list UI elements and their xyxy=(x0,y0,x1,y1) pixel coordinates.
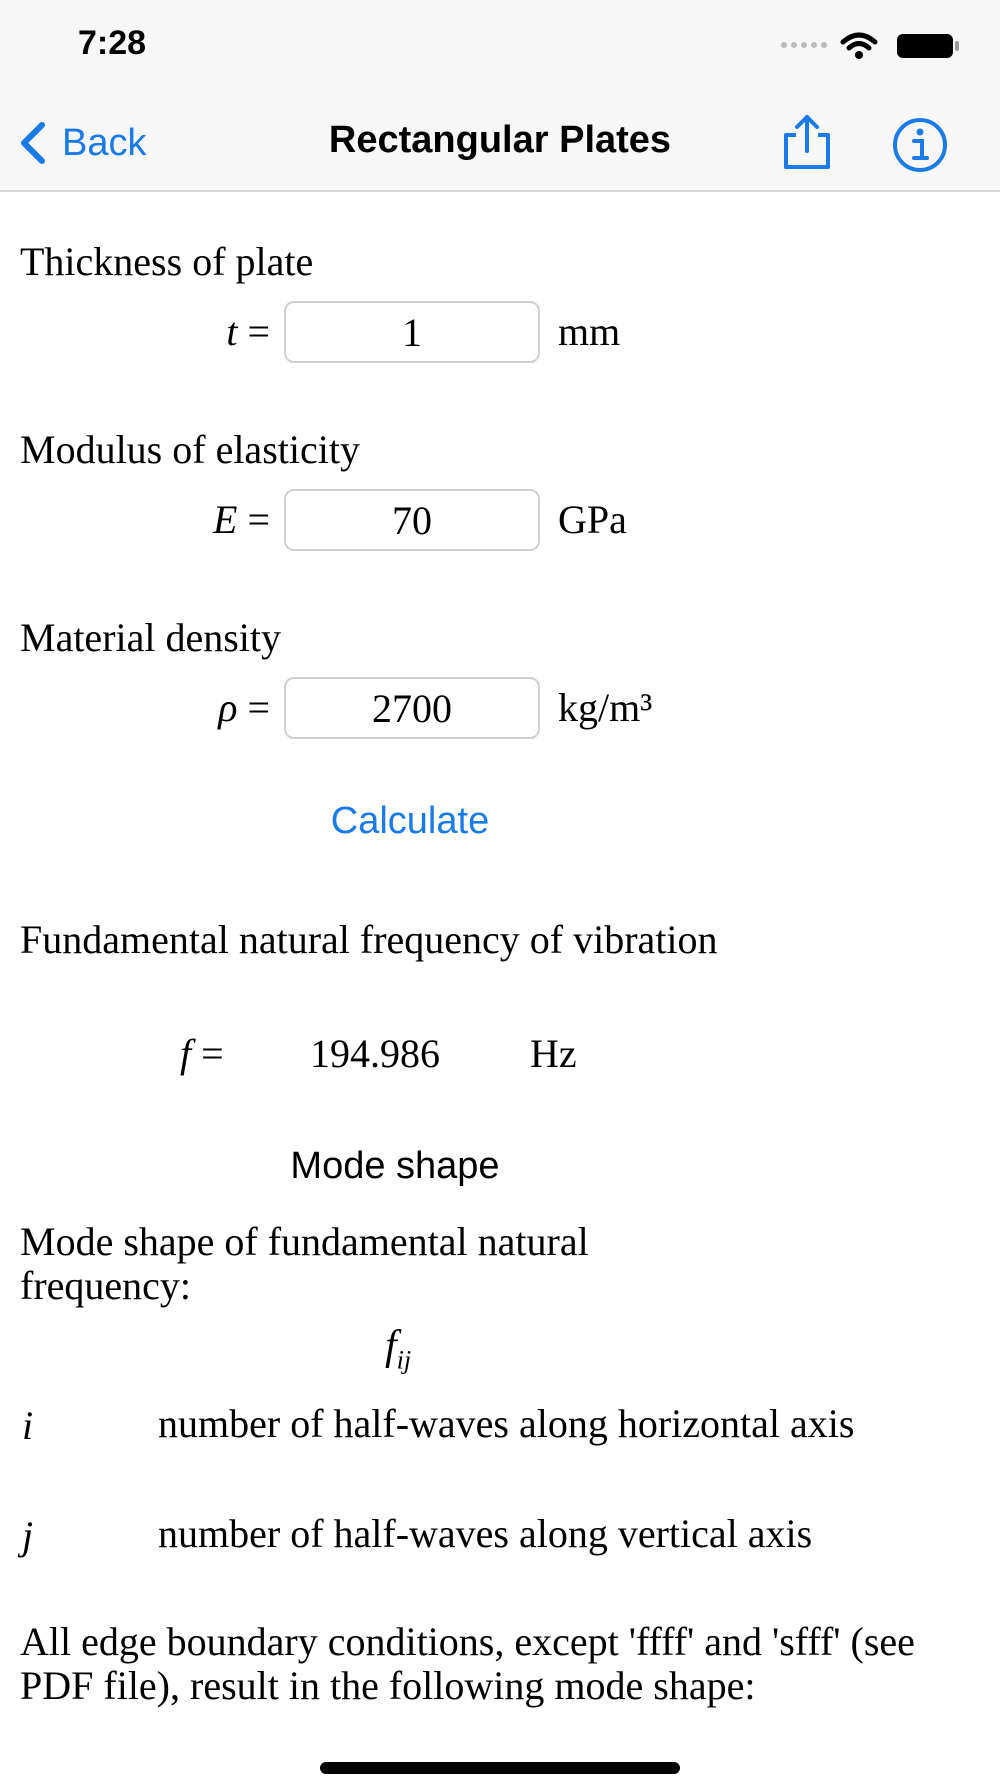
definition-i-letter: i xyxy=(22,1403,34,1448)
frequency-value: 194.986 xyxy=(310,1031,440,1076)
status-time: 7:28 xyxy=(78,24,147,62)
status-bar xyxy=(0,0,1000,95)
calculate-button[interactable]: Calculate xyxy=(330,800,490,842)
frequency-unit: Hz xyxy=(530,1031,577,1076)
definition-i-text: number of half-waves along horizontal axis xyxy=(158,1401,855,1446)
density-label: Material density xyxy=(20,615,282,660)
home-indicator[interactable] xyxy=(320,1762,680,1774)
boundary-conditions-note: All edge boundary conditions, except 'ffff' and 'sfff' (see PDF file), result in the following mode shape: xyxy=(20,1619,915,1708)
modulus-unit: GPa xyxy=(558,497,627,542)
share-icon[interactable] xyxy=(778,113,836,171)
navigation-bar xyxy=(0,95,1000,192)
mode-shape-symbol: $f_{ij}$ xyxy=(385,1323,412,1375)
back-button[interactable] xyxy=(18,119,146,167)
wifi-icon xyxy=(840,32,878,60)
page-title: Rectangular Plates xyxy=(328,119,672,161)
modulus-label: Modulus of elasticity xyxy=(20,427,360,472)
modulus-symbol: E = xyxy=(213,497,270,542)
back-label: Back xyxy=(62,121,147,164)
battery-icon xyxy=(896,33,960,59)
modulus-input[interactable] xyxy=(284,489,540,551)
info-icon[interactable] xyxy=(892,117,948,173)
result-heading: Fundamental natural frequency of vibration xyxy=(20,917,718,962)
mode-shape-description: Mode shape of fundamental natural frequency: xyxy=(20,1219,589,1308)
mode-shape-heading: Mode shape xyxy=(290,1145,500,1187)
definition-j-letter: j xyxy=(22,1513,34,1558)
thickness-label: Thickness of plate xyxy=(20,239,314,284)
frequency-symbol: f = xyxy=(180,1031,224,1076)
cellular-signal-icon xyxy=(780,40,828,50)
density-symbol: ρ = xyxy=(218,685,270,730)
thickness-unit: mm xyxy=(558,309,621,354)
thickness-input[interactable] xyxy=(284,301,540,363)
density-input[interactable] xyxy=(284,677,540,739)
definition-j-text: number of half-waves along vertical axis xyxy=(158,1511,813,1556)
chevron-left-icon xyxy=(18,121,48,165)
thickness-symbol: t = xyxy=(226,309,270,354)
density-unit: kg/m³ xyxy=(558,685,653,730)
